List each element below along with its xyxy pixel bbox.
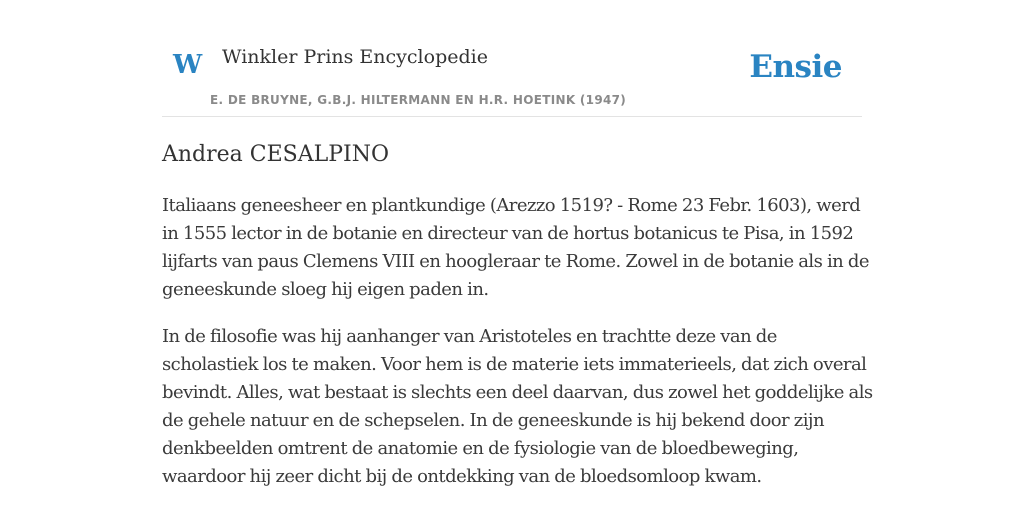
paragraph-line: bevindt. Alles, wat bestaat is slechts een deel daarvan, dus zowel het goddelijke als	[162, 382, 873, 403]
paragraph-line: Italiaans geneesheer en plantkundige (Arezzo 1519? - Rome 23 Febr. 1603), werd	[162, 195, 861, 216]
source-header	[162, 0, 862, 117]
paragraph-line: In de filosofie was hij aanhanger van Aristoteles en trachtte deze van de	[162, 326, 777, 347]
winkler-prins-logo[interactable]: W	[173, 50, 203, 80]
article	[162, 138, 873, 491]
paragraph-line: in 1555 lector in de botanie en directeur van de hortus botanicus te Pisa, in 1592	[162, 223, 854, 244]
paragraph-line: scholastiek los te maken. Voor hem is de materie iets immaterieels, dat zich overal	[162, 354, 867, 375]
ensie-brand-logo[interactable]: Ensie	[749, 49, 842, 85]
article-paragraph-1	[162, 192, 869, 304]
paragraph-line: geneeskunde sloeg hij eigen paden in.	[162, 279, 489, 300]
source-title-link[interactable]: Winkler Prins Encyclopedie	[222, 46, 488, 68]
paragraph-line: de gehele natuur en de schepselen. In de geneeskunde is hij bekend door zijn	[162, 410, 824, 431]
paragraph-line: waardoor hij zeer dicht bij de ontdekking van de bloedsomloop kwam.	[162, 466, 762, 487]
article-paragraph-2	[162, 323, 873, 491]
paragraph-line: denkbeelden omtrent de anatomie en de fysiologie van de bloedbeweging,	[162, 438, 799, 459]
source-authors: E. DE BRUYNE, G.B.J. HILTERMANN EN H.R. HOETINK (1947)	[210, 93, 627, 107]
article-title: Andrea CESALPINO	[162, 142, 390, 167]
paragraph-line: lijfarts van paus Clemens VIII en hoogleraar te Rome. Zowel in de botanie als in de	[162, 251, 869, 272]
